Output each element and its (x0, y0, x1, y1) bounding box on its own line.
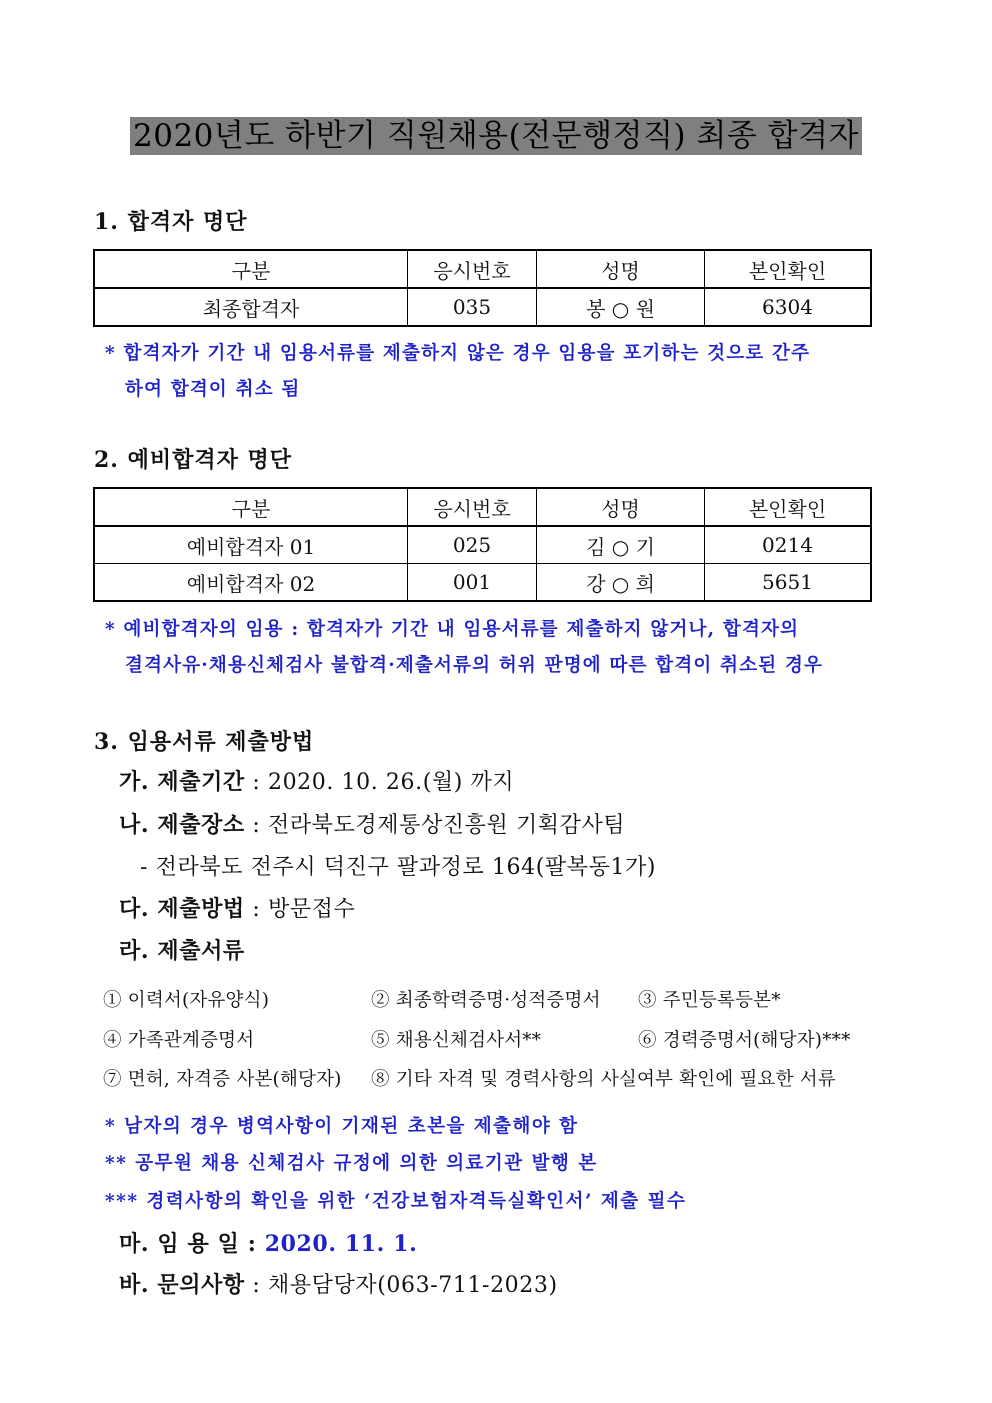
submission-address: - 전라북도 전주시 덕진구 팔과정로 164(팔복동1가) (140, 855, 657, 880)
submission-documents (119, 934, 245, 965)
cell-name: 봉 ○ 원 (537, 288, 705, 326)
contact-info (119, 1268, 558, 1299)
cell-verification: 0214 (705, 526, 872, 564)
table-row (94, 564, 871, 602)
submission-method (119, 892, 355, 923)
reserve-table (93, 487, 872, 602)
contact-info-value: : 채용담당자(063-711-2023) (244, 1273, 558, 1298)
section2-note (105, 612, 885, 684)
cell-name: 김 ○ 기 (537, 526, 705, 564)
cell-category: 예비합격자 02 (94, 564, 408, 602)
doc-item: ④ 가족관계증명서 (103, 1030, 255, 1051)
section1-heading: 1. 합격자 명단 (94, 209, 248, 235)
submission-period-label: 가. 제출기간 (119, 769, 245, 795)
appointment-date (119, 1227, 417, 1258)
header-name: 성명 (537, 488, 705, 526)
submission-place-label: 나. 제출장소 (119, 812, 245, 838)
submission-place (119, 808, 625, 839)
header-exam-number: 응시번호 (408, 488, 537, 526)
header-category: 구분 (94, 488, 408, 526)
section1-note (105, 336, 885, 408)
title-wrap (0, 117, 992, 155)
submission-documents-label: 라. 제출서류 (119, 938, 245, 964)
table-row (94, 288, 871, 326)
doc-item: ⑧ 기타 자격 및 경력사항의 사실여부 확인에 필요한 서류 (371, 1069, 836, 1090)
header-exam-number: 응시번호 (408, 250, 537, 288)
header-category: 구분 (94, 250, 408, 288)
doc-item: ② 최종학력증명·성적증명서 (371, 990, 601, 1011)
section1-note-line2: 하여 합격이 취소 됨 (125, 379, 301, 400)
header-verification: 본인확인 (705, 488, 872, 526)
submission-method-value: : 방문접수 (244, 897, 356, 922)
doc-item: ③ 주민등록등본* (638, 990, 781, 1011)
cell-name: 강 ○ 희 (537, 564, 705, 602)
table-header-row (94, 488, 871, 526)
footnote-military: * 남자의 경우 병역사항이 기재된 초본을 제출해야 함 (105, 1116, 579, 1137)
cell-exam-number: 035 (408, 288, 537, 326)
header-name: 성명 (537, 250, 705, 288)
contact-info-label: 바. 문의사항 (119, 1272, 245, 1298)
submission-period (119, 765, 514, 796)
cell-verification: 6304 (705, 288, 872, 326)
section2-note-line1: * 예비합격자의 임용 : 합격자가 기간 내 임용서류를 제출하지 않거나, 합격자의 (105, 619, 800, 640)
table-header-row (94, 250, 871, 288)
section3-heading: 3. 임용서류 제출방법 (94, 729, 315, 755)
doc-item: ⑤ 채용신체검사서** (371, 1030, 542, 1051)
appointment-date-value: 2020. 11. 1. (256, 1231, 418, 1257)
cell-exam-number: 025 (408, 526, 537, 564)
cell-exam-number: 001 (408, 564, 537, 602)
submission-period-value: : 2020. 10. 26.(월) 까지 (244, 770, 515, 795)
footnote-medical: ** 공무원 채용 신체검사 규정에 의한 의료기관 발행 본 (105, 1153, 598, 1174)
submission-method-label: 다. 제출방법 (119, 896, 245, 922)
doc-item: ① 이력서(자유양식) (103, 990, 270, 1011)
doc-item: ⑥ 경력증명서(해당자)*** (638, 1030, 851, 1051)
section2-heading: 2. 예비합격자 명단 (94, 447, 293, 473)
submission-place-value: : 전라북도경제통상진흥원 기획감사팀 (244, 813, 626, 838)
header-verification: 본인확인 (705, 250, 872, 288)
table-row (94, 526, 871, 564)
cell-category: 최종합격자 (94, 288, 408, 326)
cell-verification: 5651 (705, 564, 872, 602)
section2-note-line2: 결격사유·채용신체검사 불합격·제출서류의 허위 판명에 따른 합격이 취소된 경우 (125, 655, 824, 676)
cell-category: 예비합격자 01 (94, 526, 408, 564)
doc-item: ⑦ 면허, 자격증 사본(해당자) (103, 1069, 342, 1090)
footnote-insurance: *** 경력사항의 확인을 위한 ‘건강보험자격득실확인서’ 제출 필수 (105, 1191, 687, 1212)
appointment-date-label: 마. 임 용 일 : (119, 1231, 257, 1257)
page-title: 2020년도 하반기 직원채용(전문행정직) 최종 합격자 (130, 117, 862, 155)
finalist-table (93, 249, 872, 327)
section1-note-line1: * 합격자가 기간 내 임용서류를 제출하지 않은 경우 임용을 포기하는 것으로 간주 (105, 343, 811, 364)
